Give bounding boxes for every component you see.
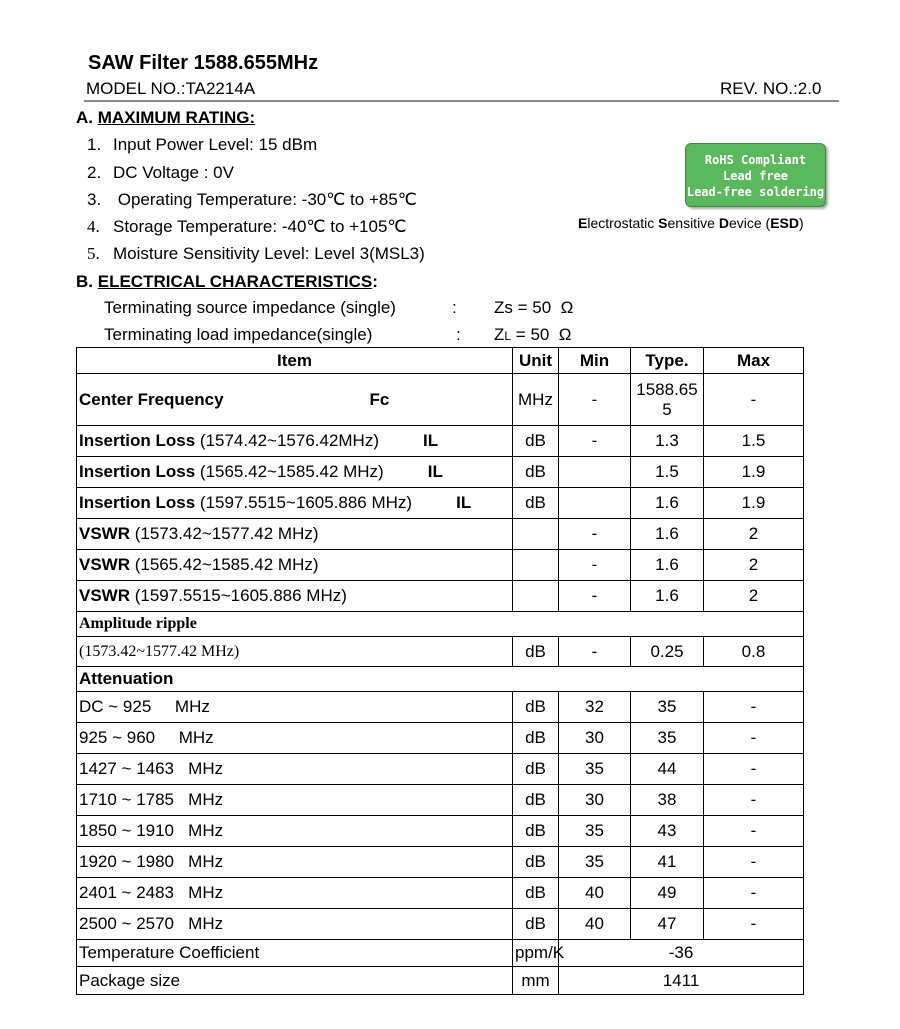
max-cell: -: [704, 878, 804, 909]
unit-cell: [513, 550, 559, 581]
typ-cell: 1.6: [631, 519, 704, 550]
min-cell: -: [559, 519, 631, 550]
table-header-row: [77, 348, 804, 374]
table-row: [77, 940, 804, 967]
amplitude-ripple-title: Amplitude ripple: [77, 612, 804, 637]
min-cell: 32: [559, 692, 631, 723]
source-impedance-colon: :: [452, 298, 457, 317]
typ-cell: 47: [631, 909, 704, 940]
typ-cell: 1.5: [631, 457, 704, 488]
rating-item-2: 2. DC Voltage : 0V: [87, 163, 234, 182]
max-cell: -: [704, 785, 804, 816]
esd-notice: Electrostatic Sensitive Device (ESD): [578, 215, 804, 231]
table-row: [77, 785, 804, 816]
table-row: [77, 847, 804, 878]
typ-cell: 49: [631, 878, 704, 909]
max-cell: -: [704, 816, 804, 847]
attenuation-range: 1850 ~ 1910 MHz: [77, 816, 513, 847]
typ-cell: 1.6: [631, 550, 704, 581]
attenuation-title: Attenuation: [77, 667, 804, 692]
unit-cell: dB: [513, 488, 559, 519]
attenuation-range: 925 ~ 960 MHz: [77, 723, 513, 754]
max-cell: -: [704, 847, 804, 878]
section-a-heading: A. MAXIMUM RATING:: [76, 108, 256, 127]
min-cell: 35: [559, 847, 631, 878]
max-cell: 1.5: [704, 426, 804, 457]
attenuation-range: 2500 ~ 2570 MHz: [77, 909, 513, 940]
vswr-cell: VSWR (1597.5515~1605.886 MHz): [77, 581, 513, 612]
table-row: [77, 878, 804, 909]
table-row: [77, 637, 804, 667]
typ-cell: 38: [631, 785, 704, 816]
attenuation-range: 1920 ~ 1980 MHz: [77, 847, 513, 878]
max-cell: -: [704, 909, 804, 940]
unit-cell: dB: [513, 909, 559, 940]
rohs-line: RoHS Compliant: [704, 153, 807, 167]
load-impedance-colon: :: [456, 325, 461, 344]
typ-cell: 1588.655: [631, 374, 704, 426]
header-typ: Type.: [631, 348, 704, 374]
typ-cell: 44: [631, 754, 704, 785]
insertion-loss-cell: Insertion Loss (1597.5515~1605.886 MHz) IL: [77, 488, 513, 519]
page-title: SAW Filter 1588.655MHz: [88, 52, 319, 74]
center-frequency-cell: Center Frequency Fc: [77, 374, 513, 426]
unit-cell: [513, 519, 559, 550]
table-row: [77, 754, 804, 785]
typ-cell: 35: [631, 692, 704, 723]
unit-cell: dB: [513, 457, 559, 488]
package-size-value: 1411: [559, 967, 804, 995]
table-row: [77, 519, 804, 550]
min-cell: 30: [559, 785, 631, 816]
section-b-heading: B. ELECTRICAL CHARACTERISTICS:: [76, 272, 378, 291]
min-cell: 35: [559, 816, 631, 847]
min-cell: -: [559, 581, 631, 612]
attenuation-range: 1427 ~ 1463 MHz: [77, 754, 513, 785]
rating-item-3: 3. Operating Temperature: -30℃ to +85℃: [87, 190, 417, 209]
typ-cell: 35: [631, 723, 704, 754]
max-cell: 2: [704, 519, 804, 550]
unit-cell: [513, 581, 559, 612]
unit-cell: dB: [513, 637, 559, 667]
max-cell: -: [704, 754, 804, 785]
table-row: [77, 488, 804, 519]
unit-cell: MHz: [513, 374, 559, 426]
spec-table: [76, 347, 804, 995]
rating-item-4: 4. Storage Temperature: -40℃ to +105℃: [87, 217, 407, 236]
max-cell: 1.9: [704, 488, 804, 519]
min-cell: 30: [559, 723, 631, 754]
min-cell: 40: [559, 909, 631, 940]
rating-item-1: 1. Input Power Level: 15 dBm: [87, 135, 318, 154]
rohs-badge: [685, 143, 826, 207]
table-row: [77, 723, 804, 754]
unit-cell: ppm/K: [513, 940, 559, 967]
table-row: [77, 967, 804, 995]
table-row: [77, 550, 804, 581]
header-item: Item: [77, 348, 513, 374]
table-row: [77, 457, 804, 488]
revision-number: REV. NO.:2.0: [720, 79, 822, 98]
unit-cell: dB: [513, 754, 559, 785]
unit-cell: dB: [513, 878, 559, 909]
max-cell: 2: [704, 581, 804, 612]
table-row: [77, 909, 804, 940]
table-row: [77, 426, 804, 457]
insertion-loss-cell: Insertion Loss (1574.42~1576.42MHz) IL: [77, 426, 513, 457]
unit-cell: dB: [513, 692, 559, 723]
unit-cell: dB: [513, 785, 559, 816]
unit-cell: dB: [513, 847, 559, 878]
header-min: Min: [559, 348, 631, 374]
typ-cell: 1.6: [631, 488, 704, 519]
unit-cell: dB: [513, 816, 559, 847]
vswr-cell: VSWR (1573.42~1577.42 MHz): [77, 519, 513, 550]
temperature-coefficient-label: Temperature Coefficient: [77, 940, 513, 967]
max-cell: -: [704, 723, 804, 754]
vswr-cell: VSWR (1565.42~1585.42 MHz): [77, 550, 513, 581]
header-rule: [84, 100, 839, 102]
min-cell: -: [559, 637, 631, 667]
attenuation-range: DC ~ 925 MHz: [77, 692, 513, 723]
max-cell: 0.8: [704, 637, 804, 667]
table-row: [77, 374, 804, 426]
attenuation-range: 1710 ~ 1785 MHz: [77, 785, 513, 816]
table-row: [77, 692, 804, 723]
source-impedance-label: Terminating source impedance (single): [104, 298, 396, 317]
load-impedance-value: ZL = 50 Ω: [494, 325, 572, 344]
max-cell: 1.9: [704, 457, 804, 488]
min-cell: 35: [559, 754, 631, 785]
typ-cell: 0.25: [631, 637, 704, 667]
header-unit: Unit: [513, 348, 559, 374]
amplitude-ripple-range: (1573.42~1577.42 MHz): [77, 637, 513, 667]
soldering-line: Lead-free soldering: [686, 185, 825, 199]
unit-cell: mm: [513, 967, 559, 995]
table-row: [77, 816, 804, 847]
package-size-label: Package size: [77, 967, 513, 995]
table-row: [77, 612, 804, 637]
unit-cell: dB: [513, 426, 559, 457]
unit-cell: dB: [513, 723, 559, 754]
table-row: [77, 581, 804, 612]
max-cell: 2: [704, 550, 804, 581]
header-max: Max: [704, 348, 804, 374]
min-cell: -: [559, 550, 631, 581]
temperature-coefficient-value: -36: [559, 940, 804, 967]
insertion-loss-cell: Insertion Loss (1565.42~1585.42 MHz) IL: [77, 457, 513, 488]
typ-cell: 1.6: [631, 581, 704, 612]
min-cell: -: [559, 374, 631, 426]
typ-cell: 43: [631, 816, 704, 847]
rating-item-5: 5. Moisture Sensitivity Level: Level 3(MSL3): [87, 244, 425, 263]
table-row: [77, 667, 804, 692]
model-number: MODEL NO.:TA2214A: [86, 79, 256, 98]
lead-free-line: Lead free: [722, 169, 789, 183]
min-cell: -: [559, 426, 631, 457]
attenuation-range: 2401 ~ 2483 MHz: [77, 878, 513, 909]
load-impedance-label: Terminating load impedance(single): [104, 325, 373, 344]
max-cell: -: [704, 374, 804, 426]
min-cell: [559, 488, 631, 519]
source-impedance-value: Zs = 50 Ω: [494, 298, 574, 317]
typ-cell: 1.3: [631, 426, 704, 457]
min-cell: 40: [559, 878, 631, 909]
min-cell: [559, 457, 631, 488]
max-cell: -: [704, 692, 804, 723]
typ-cell: 41: [631, 847, 704, 878]
